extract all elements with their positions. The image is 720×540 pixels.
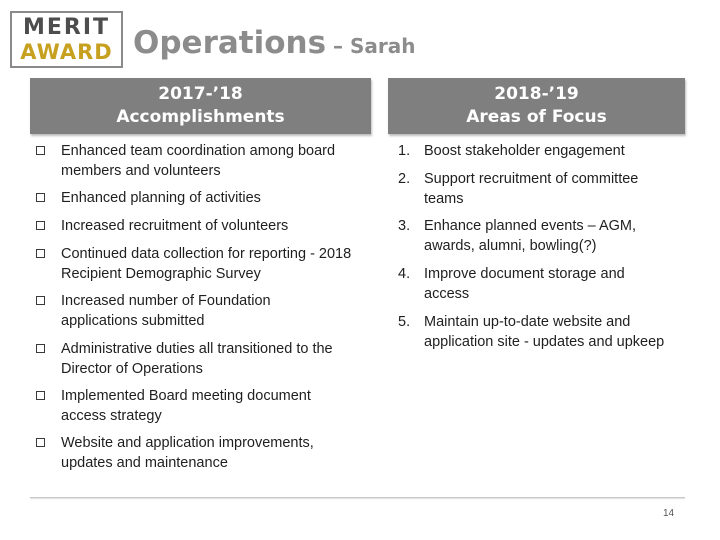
item-number: 1. (398, 143, 411, 159)
checkbox-bullet-icon (36, 249, 45, 258)
checkbox-bullet-icon (36, 296, 45, 305)
item-number: 4. (398, 266, 411, 282)
footer-divider (30, 497, 685, 498)
accomplishments-header-label: Accomplishments (116, 107, 285, 127)
logo-line-award: AWARD (20, 40, 113, 64)
page-title (133, 24, 415, 67)
focus-header-year: 2018-’19 (494, 84, 579, 104)
accomplishments-header-year: 2017-’18 (158, 84, 243, 104)
page-number: 14 (663, 508, 675, 519)
checkbox-bullet-icon (36, 193, 45, 202)
checkbox-bullet-icon (36, 391, 45, 400)
item-number: 2. (398, 171, 411, 187)
accomplishments-header (30, 78, 371, 134)
logo-line-merit: MERIT (22, 15, 111, 40)
focus-header (388, 78, 685, 134)
checkbox-bullet-icon (36, 146, 45, 155)
merit-award-logo (10, 11, 123, 68)
item-number: 3. (398, 218, 411, 234)
checkbox-bullet-icon (36, 438, 45, 447)
item-number: 5. (398, 314, 411, 330)
title-main: Operations (133, 25, 327, 61)
checkbox-bullet-icon (36, 221, 45, 230)
title-sub: – Sarah (326, 34, 416, 58)
focus-header-label: Areas of Focus (466, 107, 607, 127)
checkbox-bullet-icon (36, 344, 45, 353)
